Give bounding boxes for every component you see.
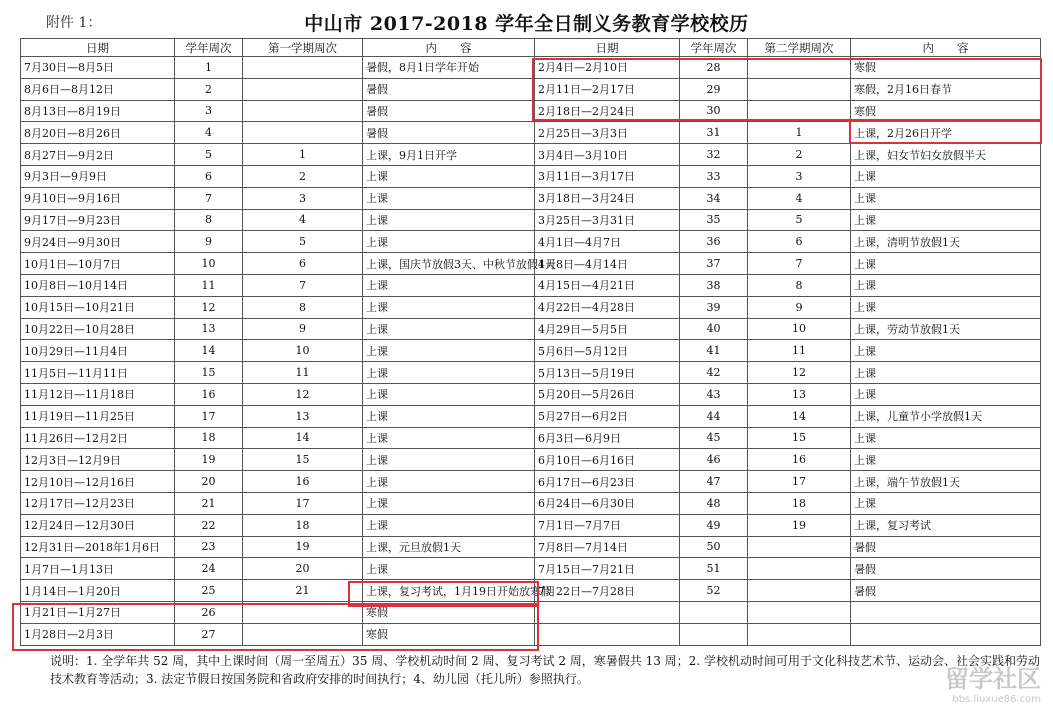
term-week-cell: 18 bbox=[748, 492, 851, 514]
content-cell: 上课 bbox=[363, 558, 535, 580]
year-week-cell: 37 bbox=[680, 253, 748, 275]
content-cell: 上课 bbox=[363, 427, 535, 449]
table-row bbox=[21, 187, 1041, 209]
date-cell: 9月17日—9月23日 bbox=[21, 209, 175, 231]
header-row bbox=[21, 39, 1041, 57]
content-cell: 上课 bbox=[363, 383, 535, 405]
year-week-cell: 8 bbox=[175, 209, 243, 231]
table-row bbox=[21, 165, 1041, 187]
table-row bbox=[21, 383, 1041, 405]
year-week-cell: 38 bbox=[680, 274, 748, 296]
content-cell: 上课 bbox=[363, 405, 535, 427]
term-week-cell bbox=[748, 57, 851, 79]
date-cell: 5月27日—6月2日 bbox=[535, 405, 680, 427]
date-cell: 12月10日—12月16日 bbox=[21, 471, 175, 493]
header-year-week-1: 学年周次 bbox=[175, 39, 243, 57]
year-week-cell: 19 bbox=[175, 449, 243, 471]
date-cell: 8月13日—8月19日 bbox=[21, 100, 175, 122]
date-cell: 7月8日—7月14日 bbox=[535, 536, 680, 558]
year-week-cell: 39 bbox=[680, 296, 748, 318]
term-week-cell: 2 bbox=[243, 165, 363, 187]
year-week-cell: 7 bbox=[175, 187, 243, 209]
content-cell: 上课 bbox=[851, 449, 1041, 471]
year-week-cell: 21 bbox=[175, 492, 243, 514]
date-cell: 1月21日—1月27日 bbox=[21, 601, 175, 623]
year-week-cell: 2 bbox=[175, 78, 243, 100]
date-cell: 11月19日—11月25日 bbox=[21, 405, 175, 427]
date-cell: 12月31日—2018年1月6日 bbox=[21, 536, 175, 558]
table-row bbox=[21, 340, 1041, 362]
term-week-cell: 1 bbox=[243, 144, 363, 166]
term-week-cell bbox=[748, 536, 851, 558]
term-week-cell bbox=[243, 601, 363, 623]
date-cell: 5月20日—5月26日 bbox=[535, 383, 680, 405]
year-week-cell: 26 bbox=[175, 601, 243, 623]
year-week-cell: 6 bbox=[175, 165, 243, 187]
table-row bbox=[21, 100, 1041, 122]
year-week-cell: 10 bbox=[175, 253, 243, 275]
table-row bbox=[21, 514, 1041, 536]
content-cell: 暑假 bbox=[851, 558, 1041, 580]
content-cell: 暑假，8月1日学年开始 bbox=[363, 57, 535, 79]
term-week-cell: 7 bbox=[748, 253, 851, 275]
content-cell: 上课 bbox=[363, 231, 535, 253]
content-cell: 上课，妇女节妇女放假半天 bbox=[851, 144, 1041, 166]
content-cell: 上课，清明节放假1天 bbox=[851, 231, 1041, 253]
content-cell: 寒假 bbox=[851, 57, 1041, 79]
table-row bbox=[21, 274, 1041, 296]
content-cell: 寒假 bbox=[851, 100, 1041, 122]
year-week-cell: 28 bbox=[680, 57, 748, 79]
content-cell: 上课，复习考试 bbox=[851, 514, 1041, 536]
date-cell: 1月14日—1月20日 bbox=[21, 580, 175, 602]
date-cell: 7月22日—7月28日 bbox=[535, 580, 680, 602]
content-cell: 上课 bbox=[363, 340, 535, 362]
table-row bbox=[21, 471, 1041, 493]
content-cell: 上课，国庆节放假3天、中秋节放假1天 bbox=[363, 253, 535, 275]
table-row bbox=[21, 253, 1041, 275]
year-week-cell: 48 bbox=[680, 492, 748, 514]
date-cell: 10月15日—10月21日 bbox=[21, 296, 175, 318]
date-cell: 8月6日—8月12日 bbox=[21, 78, 175, 100]
table-row bbox=[21, 558, 1041, 580]
term-week-cell bbox=[243, 623, 363, 645]
term-week-cell: 11 bbox=[748, 340, 851, 362]
term-week-cell: 9 bbox=[748, 296, 851, 318]
term-week-cell: 6 bbox=[748, 231, 851, 253]
date-cell: 4月15日—4月21日 bbox=[535, 274, 680, 296]
content-cell: 上课 bbox=[363, 165, 535, 187]
year-week-cell: 13 bbox=[175, 318, 243, 340]
year-week-cell: 45 bbox=[680, 427, 748, 449]
content-cell: 上课 bbox=[363, 318, 535, 340]
header-date-2: 日期 bbox=[535, 39, 680, 57]
term-week-cell: 5 bbox=[748, 209, 851, 231]
term-week-cell: 18 bbox=[243, 514, 363, 536]
term-week-cell: 14 bbox=[748, 405, 851, 427]
table-row bbox=[21, 209, 1041, 231]
date-cell: 4月8日—4月14日 bbox=[535, 253, 680, 275]
year-week-cell: 17 bbox=[175, 405, 243, 427]
year-week-cell: 34 bbox=[680, 187, 748, 209]
year-week-cell: 44 bbox=[680, 405, 748, 427]
date-cell: 1月28日—2月3日 bbox=[21, 623, 175, 645]
term-week-cell: 7 bbox=[243, 274, 363, 296]
term-week-cell bbox=[243, 78, 363, 100]
content-cell: 寒假，2月16日春节 bbox=[851, 78, 1041, 100]
date-cell: 5月13日—5月19日 bbox=[535, 362, 680, 384]
year-week-cell: 18 bbox=[175, 427, 243, 449]
content-cell: 上课，儿童节小学放假1天 bbox=[851, 405, 1041, 427]
year-week-cell: 4 bbox=[175, 122, 243, 144]
content-cell: 上课 bbox=[851, 362, 1041, 384]
year-week-cell: 42 bbox=[680, 362, 748, 384]
date-cell: 9月24日—9月30日 bbox=[21, 231, 175, 253]
header-content-2: 内 容 bbox=[851, 39, 1041, 57]
term-week-cell: 4 bbox=[243, 209, 363, 231]
header-term1-week: 第一学期周次 bbox=[243, 39, 363, 57]
term-week-cell: 19 bbox=[748, 514, 851, 536]
year-week-cell: 12 bbox=[175, 296, 243, 318]
date-cell: 11月5日—11月11日 bbox=[21, 362, 175, 384]
table-row bbox=[21, 318, 1041, 340]
content-cell: 寒假 bbox=[363, 623, 535, 645]
content-cell: 上课 bbox=[363, 274, 535, 296]
year-week-cell: 20 bbox=[175, 471, 243, 493]
year-week-cell: 51 bbox=[680, 558, 748, 580]
year-week-cell: 49 bbox=[680, 514, 748, 536]
date-cell: 10月1日—10月7日 bbox=[21, 253, 175, 275]
date-cell: 2月11日—2月17日 bbox=[535, 78, 680, 100]
term-week-cell bbox=[748, 580, 851, 602]
year-week-cell: 29 bbox=[680, 78, 748, 100]
date-cell: 9月3日—9月9日 bbox=[21, 165, 175, 187]
header-date-1: 日期 bbox=[21, 39, 175, 57]
year-week-cell: 30 bbox=[680, 100, 748, 122]
content-cell: 暑假 bbox=[363, 100, 535, 122]
content-cell: 寒假 bbox=[363, 601, 535, 623]
table-row bbox=[21, 601, 1041, 623]
term-week-cell: 15 bbox=[243, 449, 363, 471]
content-cell: 上课 bbox=[851, 274, 1041, 296]
content-cell: 上课 bbox=[851, 165, 1041, 187]
date-cell: 2月4日—2月10日 bbox=[535, 57, 680, 79]
table-row bbox=[21, 296, 1041, 318]
term-week-cell: 8 bbox=[243, 296, 363, 318]
term-week-cell: 13 bbox=[243, 405, 363, 427]
term-week-cell: 14 bbox=[243, 427, 363, 449]
term-week-cell: 6 bbox=[243, 253, 363, 275]
date-cell: 2月18日—2月24日 bbox=[535, 100, 680, 122]
year-week-cell: 52 bbox=[680, 580, 748, 602]
date-cell: 4月29日—5月5日 bbox=[535, 318, 680, 340]
date-cell: 3月11日—3月17日 bbox=[535, 165, 680, 187]
watermark-logo-text: 留学社区 bbox=[945, 665, 1041, 693]
year-week-cell: 41 bbox=[680, 340, 748, 362]
date-cell: 7月1日—7月7日 bbox=[535, 514, 680, 536]
content-cell: 上课，元旦放假1天 bbox=[363, 536, 535, 558]
table-row bbox=[21, 536, 1041, 558]
year-week-cell: 32 bbox=[680, 144, 748, 166]
term-week-cell: 3 bbox=[748, 165, 851, 187]
term-week-cell: 9 bbox=[243, 318, 363, 340]
term-week-cell: 19 bbox=[243, 536, 363, 558]
term-week-cell: 10 bbox=[243, 340, 363, 362]
date-cell: 5月6日—5月12日 bbox=[535, 340, 680, 362]
table-row bbox=[21, 122, 1041, 144]
content-cell: 上课 bbox=[851, 383, 1041, 405]
date-cell bbox=[535, 623, 680, 645]
date-cell: 6月17日—6月23日 bbox=[535, 471, 680, 493]
content-cell: 上课 bbox=[363, 362, 535, 384]
content-cell: 上课，劳动节放假1天 bbox=[851, 318, 1041, 340]
table-row bbox=[21, 449, 1041, 471]
term-week-cell: 3 bbox=[243, 187, 363, 209]
term-week-cell: 13 bbox=[748, 383, 851, 405]
year-week-cell: 3 bbox=[175, 100, 243, 122]
term-week-cell: 16 bbox=[243, 471, 363, 493]
date-cell: 9月10日—9月16日 bbox=[21, 187, 175, 209]
content-cell bbox=[851, 623, 1041, 645]
table-row bbox=[21, 57, 1041, 79]
content-cell: 上课 bbox=[363, 449, 535, 471]
table-row bbox=[21, 362, 1041, 384]
table-row bbox=[21, 231, 1041, 253]
date-cell: 1月7日—1月13日 bbox=[21, 558, 175, 580]
year-week-cell: 9 bbox=[175, 231, 243, 253]
date-cell: 2月25日—3月3日 bbox=[535, 122, 680, 144]
table-row bbox=[21, 427, 1041, 449]
year-week-cell: 36 bbox=[680, 231, 748, 253]
year-week-cell bbox=[680, 623, 748, 645]
date-cell: 11月12日—11月18日 bbox=[21, 383, 175, 405]
date-cell: 10月8日—10月14日 bbox=[21, 274, 175, 296]
table-row bbox=[21, 78, 1041, 100]
content-cell: 上课 bbox=[851, 187, 1041, 209]
term-week-cell: 5 bbox=[243, 231, 363, 253]
content-cell: 暑假 bbox=[851, 536, 1041, 558]
content-cell: 上课 bbox=[363, 471, 535, 493]
year-week-cell: 22 bbox=[175, 514, 243, 536]
year-week-cell: 11 bbox=[175, 274, 243, 296]
date-cell: 3月25日—3月31日 bbox=[535, 209, 680, 231]
term-week-cell: 17 bbox=[243, 492, 363, 514]
date-cell: 3月4日—3月10日 bbox=[535, 144, 680, 166]
content-cell: 上课，9月1日开学 bbox=[363, 144, 535, 166]
term-week-cell: 2 bbox=[748, 144, 851, 166]
year-week-cell: 16 bbox=[175, 383, 243, 405]
date-cell: 7月15日—7月21日 bbox=[535, 558, 680, 580]
year-week-cell: 27 bbox=[175, 623, 243, 645]
term-week-cell: 11 bbox=[243, 362, 363, 384]
date-cell: 6月3日—6月9日 bbox=[535, 427, 680, 449]
year-week-cell: 5 bbox=[175, 144, 243, 166]
content-cell: 上课 bbox=[851, 253, 1041, 275]
term-week-cell: 1 bbox=[748, 122, 851, 144]
year-week-cell: 43 bbox=[680, 383, 748, 405]
term-week-cell bbox=[748, 100, 851, 122]
date-cell: 12月3日—12月9日 bbox=[21, 449, 175, 471]
content-cell: 上课 bbox=[363, 296, 535, 318]
term-week-cell: 17 bbox=[748, 471, 851, 493]
content-cell: 上课 bbox=[851, 340, 1041, 362]
date-cell: 6月24日—6月30日 bbox=[535, 492, 680, 514]
table-row bbox=[21, 405, 1041, 427]
table-row bbox=[21, 492, 1041, 514]
content-cell: 暑假 bbox=[363, 78, 535, 100]
watermark-url: bbs.liuxue86.com bbox=[952, 694, 1041, 705]
date-cell bbox=[535, 601, 680, 623]
table-row bbox=[21, 580, 1041, 602]
content-cell: 上课 bbox=[363, 514, 535, 536]
school-calendar-table bbox=[20, 38, 1041, 646]
content-cell: 上课 bbox=[851, 492, 1041, 514]
term-week-cell: 8 bbox=[748, 274, 851, 296]
header-content-1: 内 容 bbox=[363, 39, 535, 57]
content-cell: 上课 bbox=[363, 492, 535, 514]
term-week-cell: 15 bbox=[748, 427, 851, 449]
attachment-label: 附件 1： bbox=[46, 15, 102, 31]
table-row bbox=[21, 623, 1041, 645]
date-cell: 10月29日—11月4日 bbox=[21, 340, 175, 362]
term-week-cell: 12 bbox=[243, 383, 363, 405]
content-cell: 上课 bbox=[851, 296, 1041, 318]
term-week-cell bbox=[748, 623, 851, 645]
year-week-cell: 50 bbox=[680, 536, 748, 558]
year-week-cell: 46 bbox=[680, 449, 748, 471]
content-cell: 上课 bbox=[363, 209, 535, 231]
content-cell: 暑假 bbox=[851, 580, 1041, 602]
year-week-cell: 47 bbox=[680, 471, 748, 493]
term-week-cell: 10 bbox=[748, 318, 851, 340]
date-cell: 7月30日—8月5日 bbox=[21, 57, 175, 79]
term-week-cell bbox=[243, 57, 363, 79]
year-week-cell: 23 bbox=[175, 536, 243, 558]
term-week-cell bbox=[748, 601, 851, 623]
term-week-cell bbox=[243, 100, 363, 122]
year-week-cell: 1 bbox=[175, 57, 243, 79]
content-cell: 上课 bbox=[851, 209, 1041, 231]
year-week-cell: 35 bbox=[680, 209, 748, 231]
year-week-cell: 24 bbox=[175, 558, 243, 580]
header-year-week-2: 学年周次 bbox=[680, 39, 748, 57]
year-week-cell: 15 bbox=[175, 362, 243, 384]
date-cell: 12月17日—12月23日 bbox=[21, 492, 175, 514]
year-week-cell: 40 bbox=[680, 318, 748, 340]
date-cell: 6月10日—6月16日 bbox=[535, 449, 680, 471]
year-week-cell: 31 bbox=[680, 122, 748, 144]
header-term2-week: 第二学期周次 bbox=[748, 39, 851, 57]
term-week-cell bbox=[748, 558, 851, 580]
date-cell: 12月24日—12月30日 bbox=[21, 514, 175, 536]
year-week-cell: 33 bbox=[680, 165, 748, 187]
date-cell: 8月20日—8月26日 bbox=[21, 122, 175, 144]
term-week-cell: 21 bbox=[243, 580, 363, 602]
watermark bbox=[945, 659, 1041, 705]
term-week-cell bbox=[748, 78, 851, 100]
date-cell: 11月26日—12月2日 bbox=[21, 427, 175, 449]
content-cell: 上课，2月26日开学 bbox=[851, 122, 1041, 144]
date-cell: 3月18日—3月24日 bbox=[535, 187, 680, 209]
date-cell: 4月22日—4月28日 bbox=[535, 296, 680, 318]
footnote: 说明：1. 全学年共 52 周，其中上课时间（周一至周五）35 周、学校机动时间 2 周、复习考试 2 周，寒暑假共 13 周；2. 学校机动时间可用于文化科技艺术节、运动会、社会实践和劳动技术教育等活动；3. 法定节假日按国务院和省政府安排的时间执行；4、幼儿园（托儿所）参照执行。 bbox=[50, 654, 1040, 686]
year-week-cell bbox=[680, 601, 748, 623]
date-cell: 8月27日—9月2日 bbox=[21, 144, 175, 166]
content-cell: 暑假 bbox=[363, 122, 535, 144]
term-week-cell: 12 bbox=[748, 362, 851, 384]
content-cell bbox=[851, 601, 1041, 623]
page-title: 中山市 2017-2018 学年全日制义务教育学校校历 bbox=[304, 13, 749, 35]
term-week-cell: 16 bbox=[748, 449, 851, 471]
content-cell: 上课 bbox=[363, 187, 535, 209]
year-week-cell: 25 bbox=[175, 580, 243, 602]
year-week-cell: 14 bbox=[175, 340, 243, 362]
term-week-cell: 4 bbox=[748, 187, 851, 209]
table-row bbox=[21, 144, 1041, 166]
term-week-cell bbox=[243, 122, 363, 144]
date-cell: 4月1日—4月7日 bbox=[535, 231, 680, 253]
content-cell: 上课 bbox=[851, 427, 1041, 449]
content-cell: 上课，复习考试，1月19日开始放寒假 bbox=[363, 580, 535, 602]
term-week-cell: 20 bbox=[243, 558, 363, 580]
content-cell: 上课，端午节放假1天 bbox=[851, 471, 1041, 493]
date-cell: 10月22日—10月28日 bbox=[21, 318, 175, 340]
